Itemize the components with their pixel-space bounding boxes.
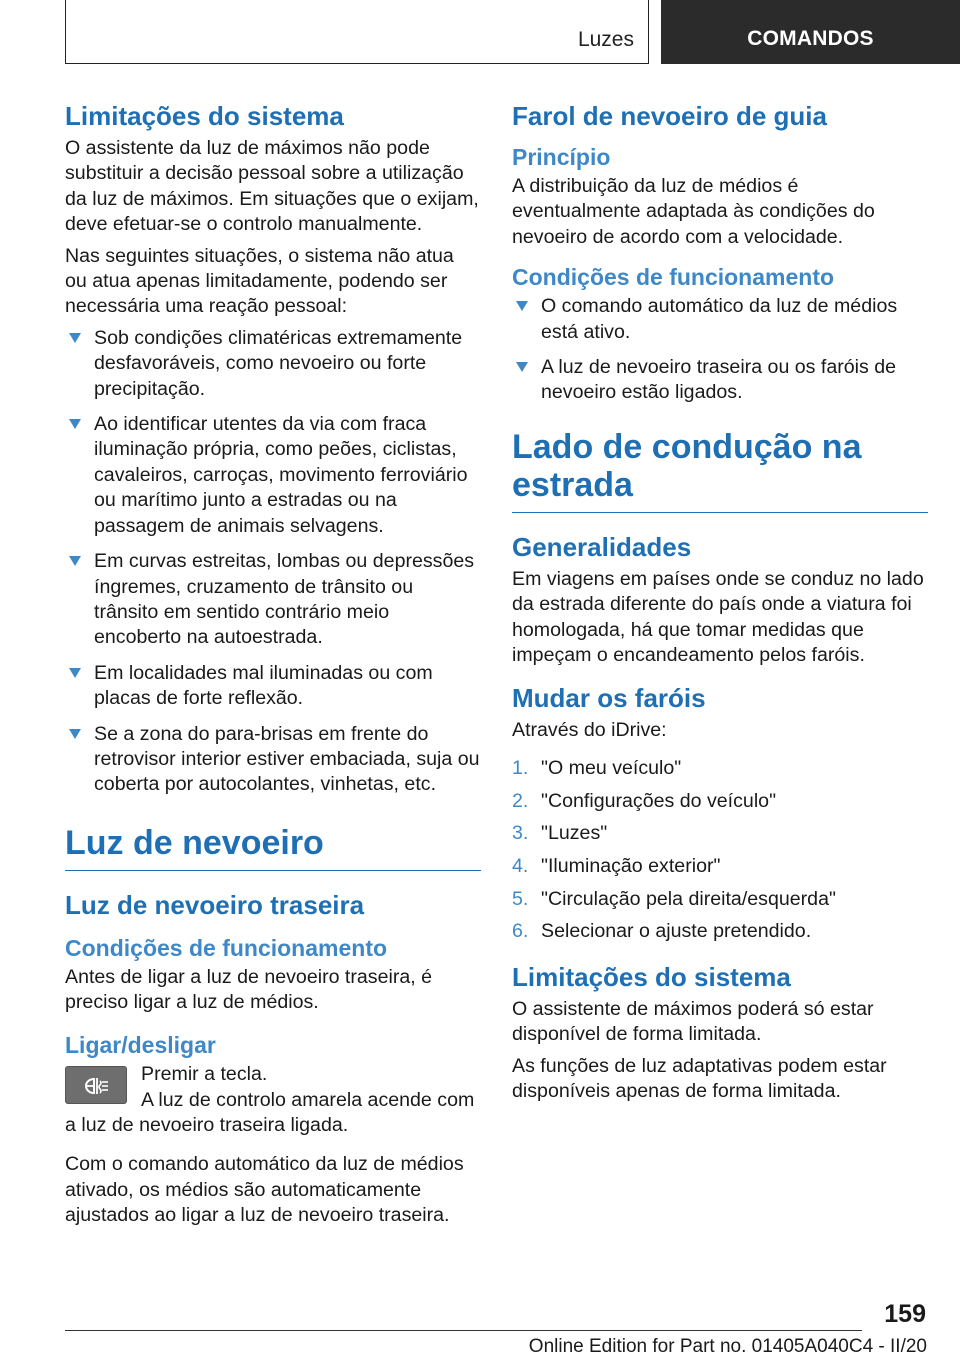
step-number: 4. [512,854,529,877]
list-item-text: Ao identificar utentes da via com fraca iluminação própria, como peões, ciclistas, cavaleiros, carroças, movimento ferroviário ou marítimo junto a estradas ou na passagem de animais selvagens. [94,413,468,537]
list-item-text: A luz de nevoeiro traseira ou os faróis de nevoeiro estão ligados. [541,356,897,404]
list-item-text: Em curvas estreitas, lombas ou depressões íngremes, cruzamento de trânsito ou trânsito em sentido contrário meio encoberto na autoestrada. [94,550,475,649]
page-number: 159 [884,1300,926,1328]
triangle-bullet-icon [516,362,528,372]
fog-key-block [65,1062,481,1112]
list-item-text: O comando automático da luz de médios está ativo. [541,295,898,343]
footer-divider [65,1330,862,1331]
list-item [65,661,481,712]
system-limits-heading: Limitações do sistema [65,101,344,131]
right-column [512,100,928,1110]
list-item [512,854,928,879]
triangle-bullet-icon [69,333,81,343]
triangle-bullet-icon [69,419,81,429]
header-chapter-tab: COMANDOS [661,0,960,64]
step-text: "Circulação pela direita/esquerda" [541,887,836,910]
list-item-text: Em localidades mal iluminadas ou com placas de forte reflexão. [94,661,433,710]
fog-light-heading: Luz de nevoeiro [65,824,481,871]
step-number: 2. [512,789,529,812]
paragraph: Através do iDrive: [512,719,667,742]
general-heading: Generalidades [512,531,692,562]
paragraph: As funções de luz adaptativas podem estar disponíveis apenas de forma limitada. [512,1054,887,1103]
list-item [512,919,928,944]
conditions-heading: Condições de funcionamento [512,264,835,291]
header-frame [65,0,649,64]
switch-heading: Ligar/desligar [65,1031,216,1058]
list-item-text: Se a zona do para-brisas em frente do retrovisor interior estiver embaciada, suja ou coberta por autocolantes, vinhetas, etc. [94,722,480,796]
list-item [512,756,928,781]
step-text: "O meu veículo" [541,756,682,779]
step-number: 5. [512,887,529,910]
header-section-title: Luzes [577,28,634,51]
paragraph: Com o comando automático da luz de médios ativado, os médios são automaticamente ajustados ao ligar a luz de nevoeiro traseira. [65,1153,464,1227]
step-text: "Configurações do veículo" [541,789,777,812]
step-text: Selecionar o ajuste pretendido. [541,920,812,943]
list-item [512,294,928,345]
driving-side-heading: Lado de condução na estrada [512,428,928,513]
step-number: 3. [512,822,529,845]
rear-fog-heading: Luz de nevoeiro traseira [65,889,365,920]
list-item [512,355,928,406]
step-text: "Iluminação exterior" [541,854,721,877]
triangle-bullet-icon [69,729,81,739]
rear-fog-light-key-icon [65,1066,127,1104]
paragraph: A luz de controlo amarela acende com a luz de nevoeiro traseira ligada. [65,1088,475,1136]
conditions-list [512,294,928,406]
triangle-bullet-icon [516,301,528,311]
paragraph: Nas seguintes situações, o sistema não atua ou atua apenas limitadamente, podendo ser necessária uma reação pessoal: [65,244,454,318]
principle-heading: Princípio [512,144,611,170]
conditions-heading: Condições de funcionamento [65,934,388,961]
list-item [65,549,481,651]
steps-list [512,756,928,945]
list-item [512,887,928,912]
footer-edition-text: Online Edition for Part no. 01405A040C4 - II/20 [528,1336,927,1357]
system-limits-heading: Limitações do sistema [512,961,791,992]
paragraph: A distribuição da luz de médios é eventualmente adaptada às condições do nevoeiro de acordo com a velocidade. [512,175,875,248]
step-number: 1. [512,756,529,779]
paragraph: Antes de ligar a luz de nevoeiro traseira, é preciso ligar a luz de médios. [65,965,433,1014]
list-item [65,326,481,402]
triangle-bullet-icon [69,668,81,678]
list-item [512,789,928,814]
left-column [65,100,481,1235]
list-item [512,821,928,846]
step-text: "Luzes" [541,822,608,845]
list-item [65,412,481,539]
change-lights-heading: Mudar os faróis [512,683,706,714]
triangle-bullet-icon [69,556,81,566]
situation-list [65,326,481,798]
guide-fog-heading: Farol de nevoeiro de guia [512,101,827,131]
list-item [65,722,481,798]
paragraph: O assistente de máximos poderá só estar disponível de forma limitada. [512,997,874,1046]
paragraph: O assistente da luz de máximos não pode substituir a decisão pessoal sobre a utilização da luz de máximos. Em situações que o exijam, deve efetuar-se o controlo manualmente. [65,137,479,236]
paragraph: Premir a tecla. [141,1062,268,1085]
paragraph: Em viagens em países onde se conduz no lado da estrada diferente do país onde a viatura foi homologada, há que tomar medidas que impeçam o encandeamento pelos faróis. [512,567,924,667]
step-number: 6. [512,920,529,943]
list-item-text: Sob condições climatéricas extremamente desfavoráveis, como nevoeiro ou forte precipitação. [94,326,463,400]
